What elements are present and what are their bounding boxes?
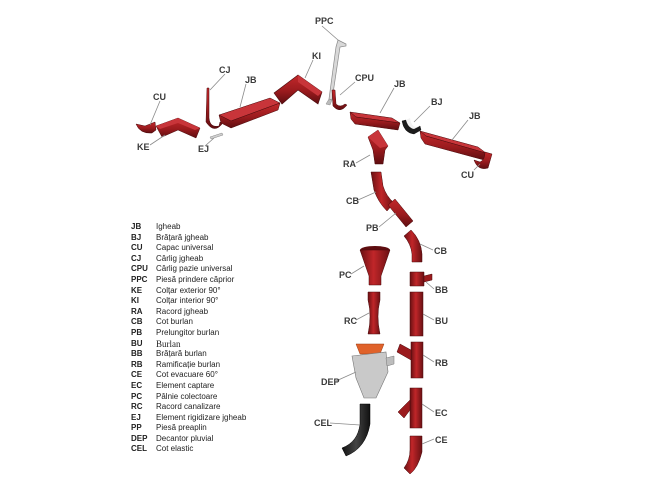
rain-separator-part [352, 344, 394, 398]
callout-bu: BU [435, 316, 448, 326]
legend-code: DEP [131, 433, 148, 443]
collector-funnel-part [360, 246, 390, 285]
legend-row-ke [131, 286, 331, 297]
outlet-elbow-part [404, 436, 422, 474]
gutter-hook-part [206, 88, 222, 129]
legend-code: PC [131, 391, 143, 401]
legend-desc: Prelungitor burlan [156, 327, 220, 337]
legend-row-dep [131, 434, 331, 445]
legend-code: CE [131, 370, 143, 380]
gutter-bracket-part [402, 118, 421, 134]
legend-desc: Colțar interior 90° [156, 296, 219, 306]
legend-desc: Ramificație burlan [156, 359, 221, 369]
legend-code: BU [131, 338, 143, 348]
legend-row-cu [131, 243, 331, 254]
legend-code: EJ [131, 412, 141, 422]
legend-code: RB [131, 359, 143, 369]
legend-code: CPU [131, 264, 148, 274]
legend-desc: Piesă preaplin [156, 423, 207, 433]
legend-row-bj [131, 233, 331, 244]
callout-cu-right: CU [461, 170, 474, 180]
legend-code: EC [131, 380, 143, 390]
legend-row-cj [131, 254, 331, 265]
end-cap-left-part [136, 122, 156, 133]
callout-ppc: PPC [315, 16, 334, 26]
legend-row-ki [131, 296, 331, 307]
fascia-hook-part [332, 90, 347, 110]
callout-cb-middle: CB [434, 246, 447, 256]
gutter-left-part [219, 98, 280, 128]
legend-code: CEL [131, 444, 147, 454]
legend-row-jb [131, 222, 331, 233]
legend-desc: Racord jgheab [156, 306, 209, 316]
legend-code: KE [131, 285, 143, 295]
legend-row-pp [131, 423, 331, 434]
legend-row-cel [131, 444, 331, 455]
legend-row-pb [131, 328, 331, 339]
callout-dep: DEP [321, 377, 340, 387]
legend-desc: Cârlig jgheab [156, 253, 204, 263]
legend-code: PB [131, 327, 143, 337]
downpipe-part [410, 292, 423, 336]
callout-cu-left: CU [153, 92, 166, 102]
legend-code: PP [131, 423, 142, 433]
callout-ra: RA [343, 159, 356, 169]
legend-desc: Decantor pluvial [156, 433, 214, 443]
legend-desc: Colțar exterior 90° [156, 285, 221, 295]
gutter-middle-part [350, 112, 400, 130]
callout-ce: CE [435, 435, 448, 445]
rafter-bracket-part [326, 40, 346, 105]
legend-desc: Capac universal [156, 243, 214, 253]
legend-row-ce [131, 370, 331, 381]
legend-row-pc [131, 392, 331, 403]
legend-code: BJ [131, 232, 142, 242]
parts-legend [131, 222, 331, 455]
pipe-branch-part [397, 342, 423, 378]
callout-rc: RC [344, 316, 357, 326]
legend-row-bb [131, 349, 331, 360]
pipe-elbow-mid-part [404, 230, 422, 262]
legend-code: KI [131, 296, 139, 306]
callout-jb-right: JB [469, 111, 481, 121]
callout-ej: EJ [198, 144, 210, 154]
legend-row-ppc [131, 275, 331, 286]
legend-row-cpu [131, 264, 331, 275]
capture-element-part [398, 388, 422, 428]
callout-ec: EC [435, 408, 448, 418]
gutter-outlet-part [368, 130, 388, 164]
exterior-corner-part [156, 118, 200, 138]
legend-code: RA [131, 306, 143, 316]
callout-pb: PB [366, 223, 379, 233]
legend-desc: Brățară burlan [156, 349, 207, 359]
legend-desc: Racord canalizare [156, 402, 221, 412]
callout-rb: RB [435, 358, 448, 368]
legend-desc: Igheab [156, 222, 181, 231]
callout-bb: BB [435, 285, 448, 295]
gutter-stiffener-part [210, 133, 223, 139]
legend-row-rc [131, 402, 331, 413]
callout-cb-top: CB [346, 196, 359, 206]
legend-row-bu [131, 339, 331, 350]
callout-cel: CEL [314, 418, 332, 428]
legend-row-rb [131, 360, 331, 371]
sewer-connector-part [368, 292, 380, 334]
legend-row-cb [131, 317, 331, 328]
gutter-right-part [420, 131, 486, 160]
legend-desc: Burlan [156, 338, 181, 349]
legend-code: RC [131, 402, 143, 412]
legend-row-ej [131, 413, 331, 424]
callout-ki: KI [312, 51, 321, 61]
legend-desc: Cârlig pazie universal [156, 264, 233, 274]
callout-bj: BJ [431, 97, 443, 107]
legend-desc: Cot evacuare 60° [156, 370, 218, 380]
legend-desc: Element rigidizare jgheab [156, 412, 247, 422]
callout-cj: CJ [219, 65, 231, 75]
legend-desc: Element captare [156, 380, 215, 390]
elastic-elbow-part [342, 404, 370, 456]
legend-code: CJ [131, 253, 142, 263]
legend-desc: Pâlnie colectoare [156, 391, 218, 401]
legend-code: CU [131, 243, 143, 253]
pipe-extension-part [388, 199, 413, 227]
callout-jb-left: JB [245, 75, 257, 85]
legend-desc: Brățară jgheab [156, 232, 209, 242]
callout-pc: PC [339, 270, 352, 280]
callout-cpu: CPU [355, 73, 375, 83]
legend-code: CB [131, 317, 143, 327]
legend-desc: Cot elastic [156, 444, 194, 454]
callout-ke: KE [137, 142, 150, 152]
legend-desc: Piesă prindere căprior [156, 274, 235, 284]
interior-corner-part [274, 75, 322, 104]
callout-jb-middle: JB [394, 79, 406, 89]
legend-row-ec [131, 381, 331, 392]
legend-desc: Cot burlan [156, 317, 193, 327]
legend-row-ra [131, 307, 331, 318]
legend-code: BB [131, 349, 143, 359]
legend-code: PPC [131, 274, 148, 284]
legend-code: JB [131, 222, 142, 231]
